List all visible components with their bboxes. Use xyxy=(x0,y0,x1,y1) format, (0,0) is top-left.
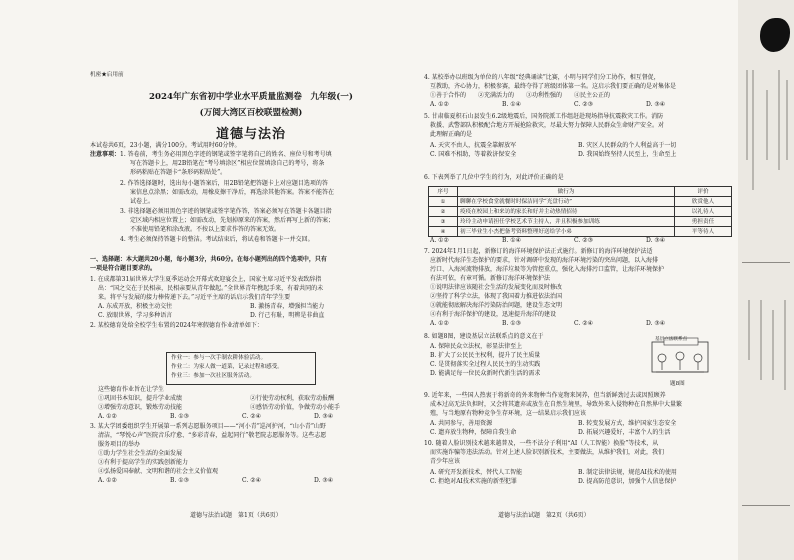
q7-item: ①说明法律应该随社会生活的发展变化而及时修改 xyxy=(430,284,563,291)
q7-stem: 应新时代海洋生态保护的要求，针对调研中发现的海洋环境污染的突出问题，以入海排 xyxy=(430,257,659,264)
q8-option-b: B. 扩大了公民民主权利，提升了民主质量 xyxy=(430,352,541,359)
note-line: 定区域内相应位置上；如需改动，先划掉原来的答案，然后再写上新的答案； xyxy=(130,217,335,224)
q9-stem: 殖，与当地原有物种竞争生存环境，这一结果启示我们应该 xyxy=(430,410,587,417)
q4-stem: 4. 某校举办以班级为单位的八年级“经典诵读”比赛，小明与同学们分工协作，相互督促， xyxy=(424,74,660,81)
q5-stem: 此理解正确的是 xyxy=(430,131,473,138)
q5-option-c: C. 国难不相助，等着救济保安全 xyxy=(430,151,517,158)
q2-option-a: A. ①② xyxy=(98,413,117,420)
q1-stem: 来。将平与发展的接力棒传递下去。”习近平主席的话启示我们青年学生要 xyxy=(98,294,291,301)
behavior-table xyxy=(428,186,732,237)
ink-smudge xyxy=(760,18,790,52)
table-header: 评价 xyxy=(675,187,732,197)
homework-list-box xyxy=(166,352,316,385)
q4-option-d: D. ③④ xyxy=(646,101,666,108)
q9-stem: 成本过高无法负担时，又会将其遗弃或放生在自然生境里，导致外来入侵物种在自然界中大量繁 xyxy=(430,401,683,408)
q5-stem: 救援、武警部队积极配合地方开展抢险救灾，尽最大努力保障人民群众生命财产安全。对 xyxy=(430,122,665,129)
page-2 xyxy=(418,0,736,560)
q2-option-b: B. ①③ xyxy=(170,413,189,420)
q9-option-c: C. 遗弃放生物种，保障自我生命 xyxy=(430,429,517,436)
note-line: 试卷上。 xyxy=(130,198,155,205)
q8-option-d: D. 能满足每一位民众新时代新生活的需求 xyxy=(430,370,541,377)
table-row xyxy=(429,207,732,217)
q2-item: ③增强劳动意识，锻炼劳动技能 xyxy=(98,404,183,411)
q4-option-c: C. ②③ xyxy=(574,101,593,108)
q1-stem: 1. 在成都第31届世界大学生夏季运动会开幕式欢迎宴会上，国家主席习近平发表致辞指 xyxy=(90,276,322,283)
figure-8-caption: 题8图 xyxy=(670,381,685,387)
note-line: 3. 非选择题必须用黑色字迹的钢笔或签字笔作答，答案必须写在答题卡各题目指 xyxy=(120,208,332,215)
table-cell: ③ xyxy=(429,217,458,227)
q10-option-b: B. 制定法律法规，规范AI技术的使用 xyxy=(578,469,677,476)
page-1-footer: 道德与法治试题 第1页（共6页） xyxy=(190,512,282,519)
table-header: 做行为 xyxy=(458,187,675,197)
q5-option-b: B. 灾区人民群众的个人利益高于一切 xyxy=(578,142,677,149)
q6-option-b: B. ①④ xyxy=(502,237,521,244)
q3-stem: 3. 某大学团委组织学生开展第一系列志愿服务项目——“河小青”巡河护河，“山小青”山野 xyxy=(90,423,326,430)
q2-item: ④感悟劳动价值，争做劳动小能手 xyxy=(250,404,341,411)
q3-option-c: C. ②④ xyxy=(242,477,261,484)
q8-option-c: C. 是贯彻落实全过程人民民主的生动实践 xyxy=(430,361,541,368)
q6-stem: 6. 下表列举了几位中学生的行为，对此评价正确的是 xyxy=(424,174,564,181)
q6-option-c: C. ②③ xyxy=(574,237,593,244)
q10-stem: 青少年应该 xyxy=(430,458,461,465)
q2-item: ①巩固书本知识，提升学业成绩 xyxy=(98,395,183,402)
note-line: 形码粘贴在答题卡“条形码粘贴处”。 xyxy=(130,169,227,176)
section-heading: 一、选择题：本大题共20小题，每小题3分，共60分。在每小题列出的四个选项中，只有 xyxy=(90,256,327,263)
q10-option-c: C. 拒绝对AI技术实施的新型犯罪 xyxy=(430,478,517,485)
q2-option-c: C. ②④ xyxy=(242,413,261,420)
table-row xyxy=(429,227,732,237)
note-line: 不准使用铅笔和涂改液。不按以上要求作答的答案无效。 xyxy=(130,226,281,233)
exam-intro: 本试卷共6页，23小题，满分100分。考试用时60分钟。 xyxy=(90,142,241,149)
q3-option-a: A. ①② xyxy=(98,477,117,484)
q8-option-a: A. 保障民众立法权，彰显法律至上 xyxy=(430,343,523,350)
q3-item: ④弘扬爱国奉献、文明和谐的社会主义价值观 xyxy=(98,468,219,475)
figure-8-sign: 基层立法联系点 xyxy=(655,337,688,342)
q1-option-c: C. 放眼世界，学习多种语言 xyxy=(98,312,173,319)
q5-stem: 5. 甘肃临夏积石山县发生6.2级地震后，国务院派工作组赶赴现场指导抗震救灾工作。消防 xyxy=(424,113,664,120)
exam-subtitle: (万阅大湾区百校联盟检测) xyxy=(199,108,303,118)
table-cell: 平等待人 xyxy=(675,227,732,237)
table-header-row xyxy=(429,187,732,197)
q8-stem: 8. 如题8图，建设基层立法联系点的意义在于 xyxy=(424,333,544,340)
box-line: 作业二：为家人做一道菜，记录过程和感受。 xyxy=(171,364,283,370)
q10-option-d: D. 提高防范意识，加强个人信息保护 xyxy=(578,478,677,485)
q7-item: ④有利于海洋保护的建设，迅速提升海洋的建设 xyxy=(430,311,557,318)
q7-item: ③就能彻底解决海洋污染防治问题，建设生态文明 xyxy=(430,302,563,309)
notes-label: 注意事项： xyxy=(90,151,121,158)
q3-stem: 清洁，“琴悦心声”医院音乐疗愈、“多彩青春，益起同行”敬老院志愿服务等。这些志愿 xyxy=(98,432,327,439)
q2-stem: 2. 某校德育处给全校学生布置的2024年寒假德育作业清单如下： xyxy=(90,322,263,329)
q10-stem: 10. 随着人脸识别技术越来越普及，一些不法分子利用“AI（人工智能）换脸”等技术，从 xyxy=(424,440,659,447)
table-cell: 初三毕业生小杰把备考资料整理好送给学小弟 xyxy=(458,227,675,237)
q3-item: ③有利于提高学生的实践创新能力 xyxy=(98,459,189,466)
q2-prompt: 这些德育作业旨在让学生 xyxy=(98,386,165,393)
page-2-footer: 道德与法治试题 第2页（共6页） xyxy=(498,512,590,519)
section-heading: 一项是符合题目要求的。 xyxy=(90,265,157,272)
q6-option-a: A. ①② xyxy=(430,237,449,244)
table-cell: 以礼待人 xyxy=(675,207,732,217)
q4-items: ①善于合作的 ②充满活力的 ③功利性强的 ④民主公正的 xyxy=(430,92,611,99)
page-1 xyxy=(70,0,412,560)
rotated-page-strip xyxy=(738,0,794,560)
table-cell: 疫疫在校园上和来访的家长和好并主动热情招待 xyxy=(458,207,675,217)
table-cell: ④ xyxy=(429,227,458,237)
note-line: 2. 作答选择题时，选出每小题答案后，用2B铅笔把答题卡上对应题目选项的答 xyxy=(120,180,328,187)
q1-option-d: D. 行己有耻，明辨是非曲直 xyxy=(250,312,325,319)
q7-stem: 有法可依，有章可循。新修订海洋环境保护法 xyxy=(430,275,551,282)
table-row xyxy=(429,217,732,227)
q3-option-b: B. ①③ xyxy=(170,477,189,484)
q7-option-d: D. ③④ xyxy=(646,320,666,327)
note-line: 写在答题卡上，用2B铅笔在“考号填涂区”相应位置填涂自己的考号，将条 xyxy=(130,160,325,167)
q9-option-d: D. 拓展兴趣爱好，丰富个人的生活 xyxy=(578,429,671,436)
table-cell: 勇担责任 xyxy=(675,217,732,227)
q2-item: ②行使劳动权利，获取劳动报酬 xyxy=(250,395,335,402)
q10-stem: 而实施诈骗等违法活动。针对上述人脸识别新技术，主要做法，从维护我们，对此，我们 xyxy=(430,449,665,456)
box-line: 作业一：参与一次手制农耕体验活动。 xyxy=(171,355,267,361)
q7-option-a: A. ①② xyxy=(430,320,449,327)
subject-title: 道德与法治 xyxy=(215,127,286,142)
table-cell: ① xyxy=(429,197,458,207)
q3-option-d: D. ③④ xyxy=(314,477,334,484)
box-line: 作业三：参加一次社区服务活动。 xyxy=(171,373,255,379)
table-cell: ② xyxy=(429,207,458,217)
q7-stem: 污口、入海河流物排放，海洋垃圾等为管控重点，强化入海排污口监管，让海洋环境保护 xyxy=(430,266,665,273)
q4-option-a: A. ①② xyxy=(430,101,449,108)
q9-stem: 9. 近年来，一些国人热衷于将新奇的外来物种当作宠物来饲养，但当新鲜劲过去或因照顾养 xyxy=(424,392,666,399)
q3-item: ①助力学生社会生活的全面发展 xyxy=(98,450,183,457)
table-cell: 欣赏他人 xyxy=(675,197,732,207)
q1-option-b: B. 激扬青春，增强担当能力 xyxy=(250,303,325,310)
q6-option-d: D. ③④ xyxy=(646,237,666,244)
confidential-label: 机密★启用前 xyxy=(90,72,124,78)
q5-option-a: A. 天灾不由人，抗震全靠解放军 xyxy=(430,142,517,149)
q7-option-b: B. ①③ xyxy=(502,320,521,327)
q9-option-a: A. 共同参与，善用资源 xyxy=(430,420,493,427)
table-header: 序号 xyxy=(429,187,458,197)
note-line: 1. 答卷前，考生务必用黑色字迹的钢笔或签字笔将自己的姓名、座位号和考号填 xyxy=(120,151,332,158)
q4-option-b: B. ①④ xyxy=(502,101,521,108)
table-row xyxy=(429,197,732,207)
q2-option-d: D. ③④ xyxy=(314,413,334,420)
exam-title: 2024年广东省初中学业水平质量监测卷 九年级(一) xyxy=(149,92,353,102)
q10-option-a: A. 研究开发新技术，替代人工智能 xyxy=(430,469,523,476)
q7-option-c: C. ②④ xyxy=(574,320,593,327)
note-line: 4. 考生必须保持答题卡的整洁。考试结束后，将试卷和答题卡一并交回。 xyxy=(120,236,314,243)
note-line: 案信息点涂黑；如需改动，用橡皮擦干净后，再选涂其他答案。答案不能答在 xyxy=(130,189,335,196)
q4-stem: 互教助，齐心协力，积极参赛，最终夺得了班级团体第一名。这启示我们要正确的是对集体是 xyxy=(430,83,677,90)
q5-option-d: D. 我国始终坚持人民至上，生命至上 xyxy=(578,151,677,158)
table-cell: 玲玲主动申请担任学校艺术节主持人，并且积极参加训练 xyxy=(458,217,675,227)
table-cell: 聊聊在学校食堂就餐时时保洁同学“光盘行动” xyxy=(458,197,675,207)
q7-item: ②坚持了科学立法，体现了我国着力推进依法治国 xyxy=(430,293,563,300)
q7-stem: 7. 2024年1月1日起，新修订的海洋环境保护法正式施行。新修订的海洋环境保护法适 xyxy=(424,248,653,255)
q9-option-b: B. 转变发展方式，维护国家生态安全 xyxy=(578,420,677,427)
q1-stem: 出：“国之交在于民相亲，民相亲要从青年做起。”全世界青年携起手来，有着共同的未 xyxy=(98,285,324,292)
q3-stem: 服务项目的举办 xyxy=(98,441,141,448)
q1-option-a: A. 东成开放，积极主动交往 xyxy=(98,303,173,310)
